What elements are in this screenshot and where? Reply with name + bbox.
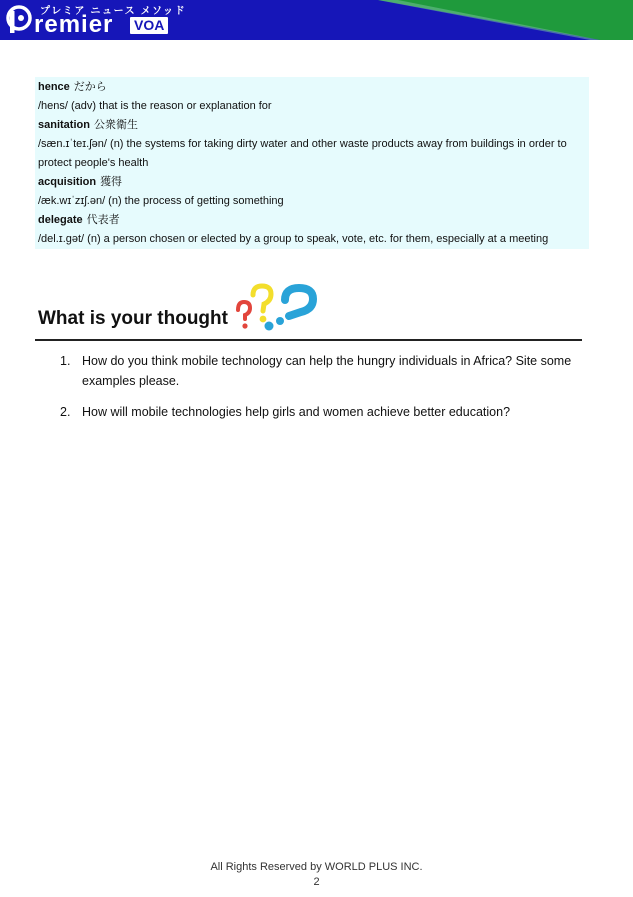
question-text <box>82 351 594 391</box>
question-item <box>0 402 633 422</box>
vocab-entry-sanitation <box>38 116 138 135</box>
vocab-definition: /hens/ (adv) that is the reason or explanation for <box>38 100 272 112</box>
question-line: How do you think mobile technology can help the hungry individuals in Africa? Site some <box>82 354 572 368</box>
vocab-entry-acquisition <box>38 173 122 192</box>
logo-p-icon <box>6 5 34 35</box>
vocab-word: hence <box>38 81 70 93</box>
vocabulary-box <box>35 77 589 249</box>
question-text: How will mobile technologies help girls and women achieve better education? <box>82 405 511 419</box>
vocab-entry-delegate <box>38 211 120 230</box>
question-item <box>0 351 633 391</box>
question-line: examples please. <box>82 374 180 388</box>
section-heading: What is your thought <box>38 308 228 329</box>
section-divider <box>35 339 582 341</box>
logo-voa-badge: VOA <box>130 17 168 34</box>
vocab-definition: /æk.wɪˈzɪʃ.ən/ (n) the process of getting something <box>38 195 284 207</box>
vocab-japanese: 公衆衛生 <box>93 119 138 131</box>
vocab-definition: /del.ɪ.gət/ (n) a person chosen or elected by a group to speak, vote, etc. for them, especially at a meeting <box>38 233 549 245</box>
vocab-word: sanitation <box>38 119 90 131</box>
logo-wordmark: remier <box>34 11 114 38</box>
page-number: 2 <box>313 876 320 888</box>
logo-kana-text: プレミア ニュース メソッド <box>40 6 187 17</box>
header-banner <box>0 0 633 40</box>
footer-copyright: All Rights Reserved by WORLD PLUS INC. <box>210 861 423 873</box>
question-number: 2. <box>60 405 71 419</box>
vocab-japanese: 獲得 <box>100 176 123 188</box>
vocab-definition-cont: protect people's health <box>38 157 149 169</box>
vocab-japanese: だから <box>73 81 107 93</box>
vocab-definition: /sæn.ɪˈteɪ.ʃən/ (n) the systems for taking dirty water and other waste products away from buildings in order to <box>38 138 567 150</box>
vocab-japanese: 代表者 <box>86 214 120 226</box>
vocab-word: acquisition <box>38 176 97 188</box>
question-marks-icon <box>233 283 323 333</box>
vocab-word: delegate <box>38 214 83 226</box>
vocab-entry-hence <box>38 78 107 97</box>
question-number: 1. <box>60 354 71 368</box>
